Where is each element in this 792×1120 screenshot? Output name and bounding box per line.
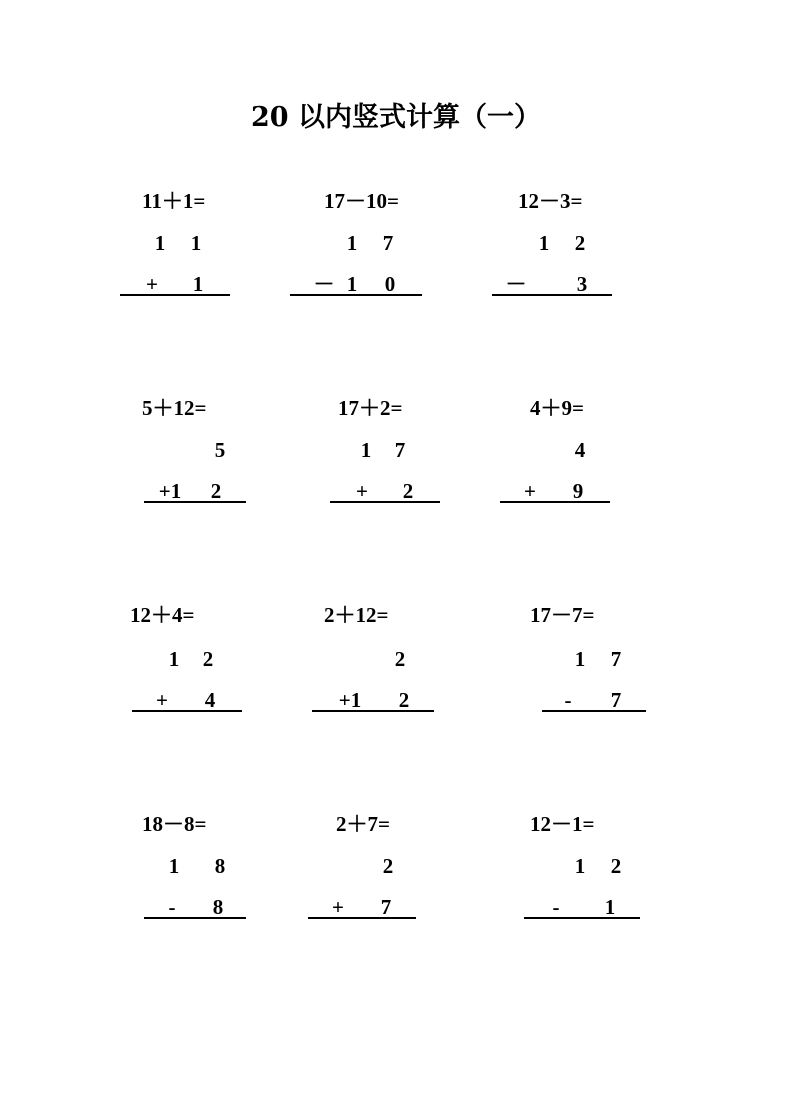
equation: 12－3= xyxy=(518,189,583,213)
digit: 1 xyxy=(574,647,586,671)
operator: - xyxy=(552,895,560,919)
equation: 12－1= xyxy=(530,812,595,836)
digit: 7 xyxy=(380,895,392,919)
operator: - xyxy=(168,895,176,919)
digit: 8 xyxy=(214,854,226,878)
digit: 1 xyxy=(192,272,204,296)
digit: 5 xyxy=(214,438,226,462)
equation: 17－7= xyxy=(530,603,595,627)
operator: + xyxy=(356,479,368,503)
digit: 0 xyxy=(384,272,396,296)
digit: 4 xyxy=(574,438,586,462)
digit: 1 xyxy=(538,231,550,255)
page-title: 20 以内竖式计算（一） xyxy=(251,102,541,133)
digit: 2 xyxy=(202,647,214,671)
problem-12 xyxy=(524,811,724,931)
problem-11 xyxy=(306,811,506,931)
digit: 1 xyxy=(346,231,358,255)
answer-line xyxy=(312,710,434,712)
digit: 2 xyxy=(394,647,406,671)
equation: 2＋7= xyxy=(336,812,390,836)
operator: + xyxy=(146,272,158,296)
equation: 12＋4= xyxy=(130,603,195,627)
operator: + xyxy=(524,479,536,503)
equation: 17＋2= xyxy=(338,396,403,420)
digit: 7 xyxy=(610,647,622,671)
digit: 2 xyxy=(402,479,414,503)
digit: 4 xyxy=(204,688,216,712)
operator: － xyxy=(313,272,335,296)
equation: 4＋9= xyxy=(530,396,584,420)
operator: +1 xyxy=(338,688,362,712)
operator: － xyxy=(505,272,527,296)
answer-line xyxy=(308,917,416,919)
answer-line xyxy=(132,710,242,712)
digit: 2 xyxy=(574,231,586,255)
digit: 8 xyxy=(212,895,224,919)
equation: 5＋12= xyxy=(142,396,207,420)
digit: 2 xyxy=(210,479,222,503)
digit: 7 xyxy=(394,438,406,462)
answer-line xyxy=(144,501,246,503)
answer-line xyxy=(290,294,422,296)
answer-line xyxy=(524,917,640,919)
digit: 9 xyxy=(572,479,584,503)
digit: 1 xyxy=(604,895,616,919)
operator: + xyxy=(332,895,344,919)
digit: 7 xyxy=(610,688,622,712)
answer-line xyxy=(500,501,610,503)
digit: 2 xyxy=(610,854,622,878)
operator: + xyxy=(156,688,168,712)
problem-3 xyxy=(492,188,692,308)
digit: 1 xyxy=(154,231,166,255)
digit: 2 xyxy=(398,688,410,712)
answer-line xyxy=(144,917,246,919)
equation: 17－10= xyxy=(324,189,399,213)
problem-2 xyxy=(288,188,488,308)
problem-4 xyxy=(142,395,342,515)
digit: 1 xyxy=(168,854,180,878)
digit: 7 xyxy=(382,231,394,255)
digit: 3 xyxy=(576,272,588,296)
answer-line xyxy=(542,710,646,712)
problem-6 xyxy=(500,395,700,515)
digit: 2 xyxy=(382,854,394,878)
digit: 1 xyxy=(168,647,180,671)
digit: 1 xyxy=(360,438,372,462)
operator: +1 xyxy=(158,479,182,503)
answer-line xyxy=(492,294,612,296)
digit: 1 xyxy=(190,231,202,255)
equation: 18－8= xyxy=(142,812,207,836)
answer-line xyxy=(330,501,440,503)
equation: 2＋12= xyxy=(324,603,389,627)
operator: - xyxy=(564,688,572,712)
problem-7 xyxy=(130,602,330,722)
problem-8 xyxy=(312,602,512,722)
equation: 11＋1= xyxy=(142,189,206,213)
answer-line xyxy=(120,294,230,296)
digit: 1 xyxy=(574,854,586,878)
digit: 1 xyxy=(346,272,358,296)
problem-9 xyxy=(530,602,730,722)
